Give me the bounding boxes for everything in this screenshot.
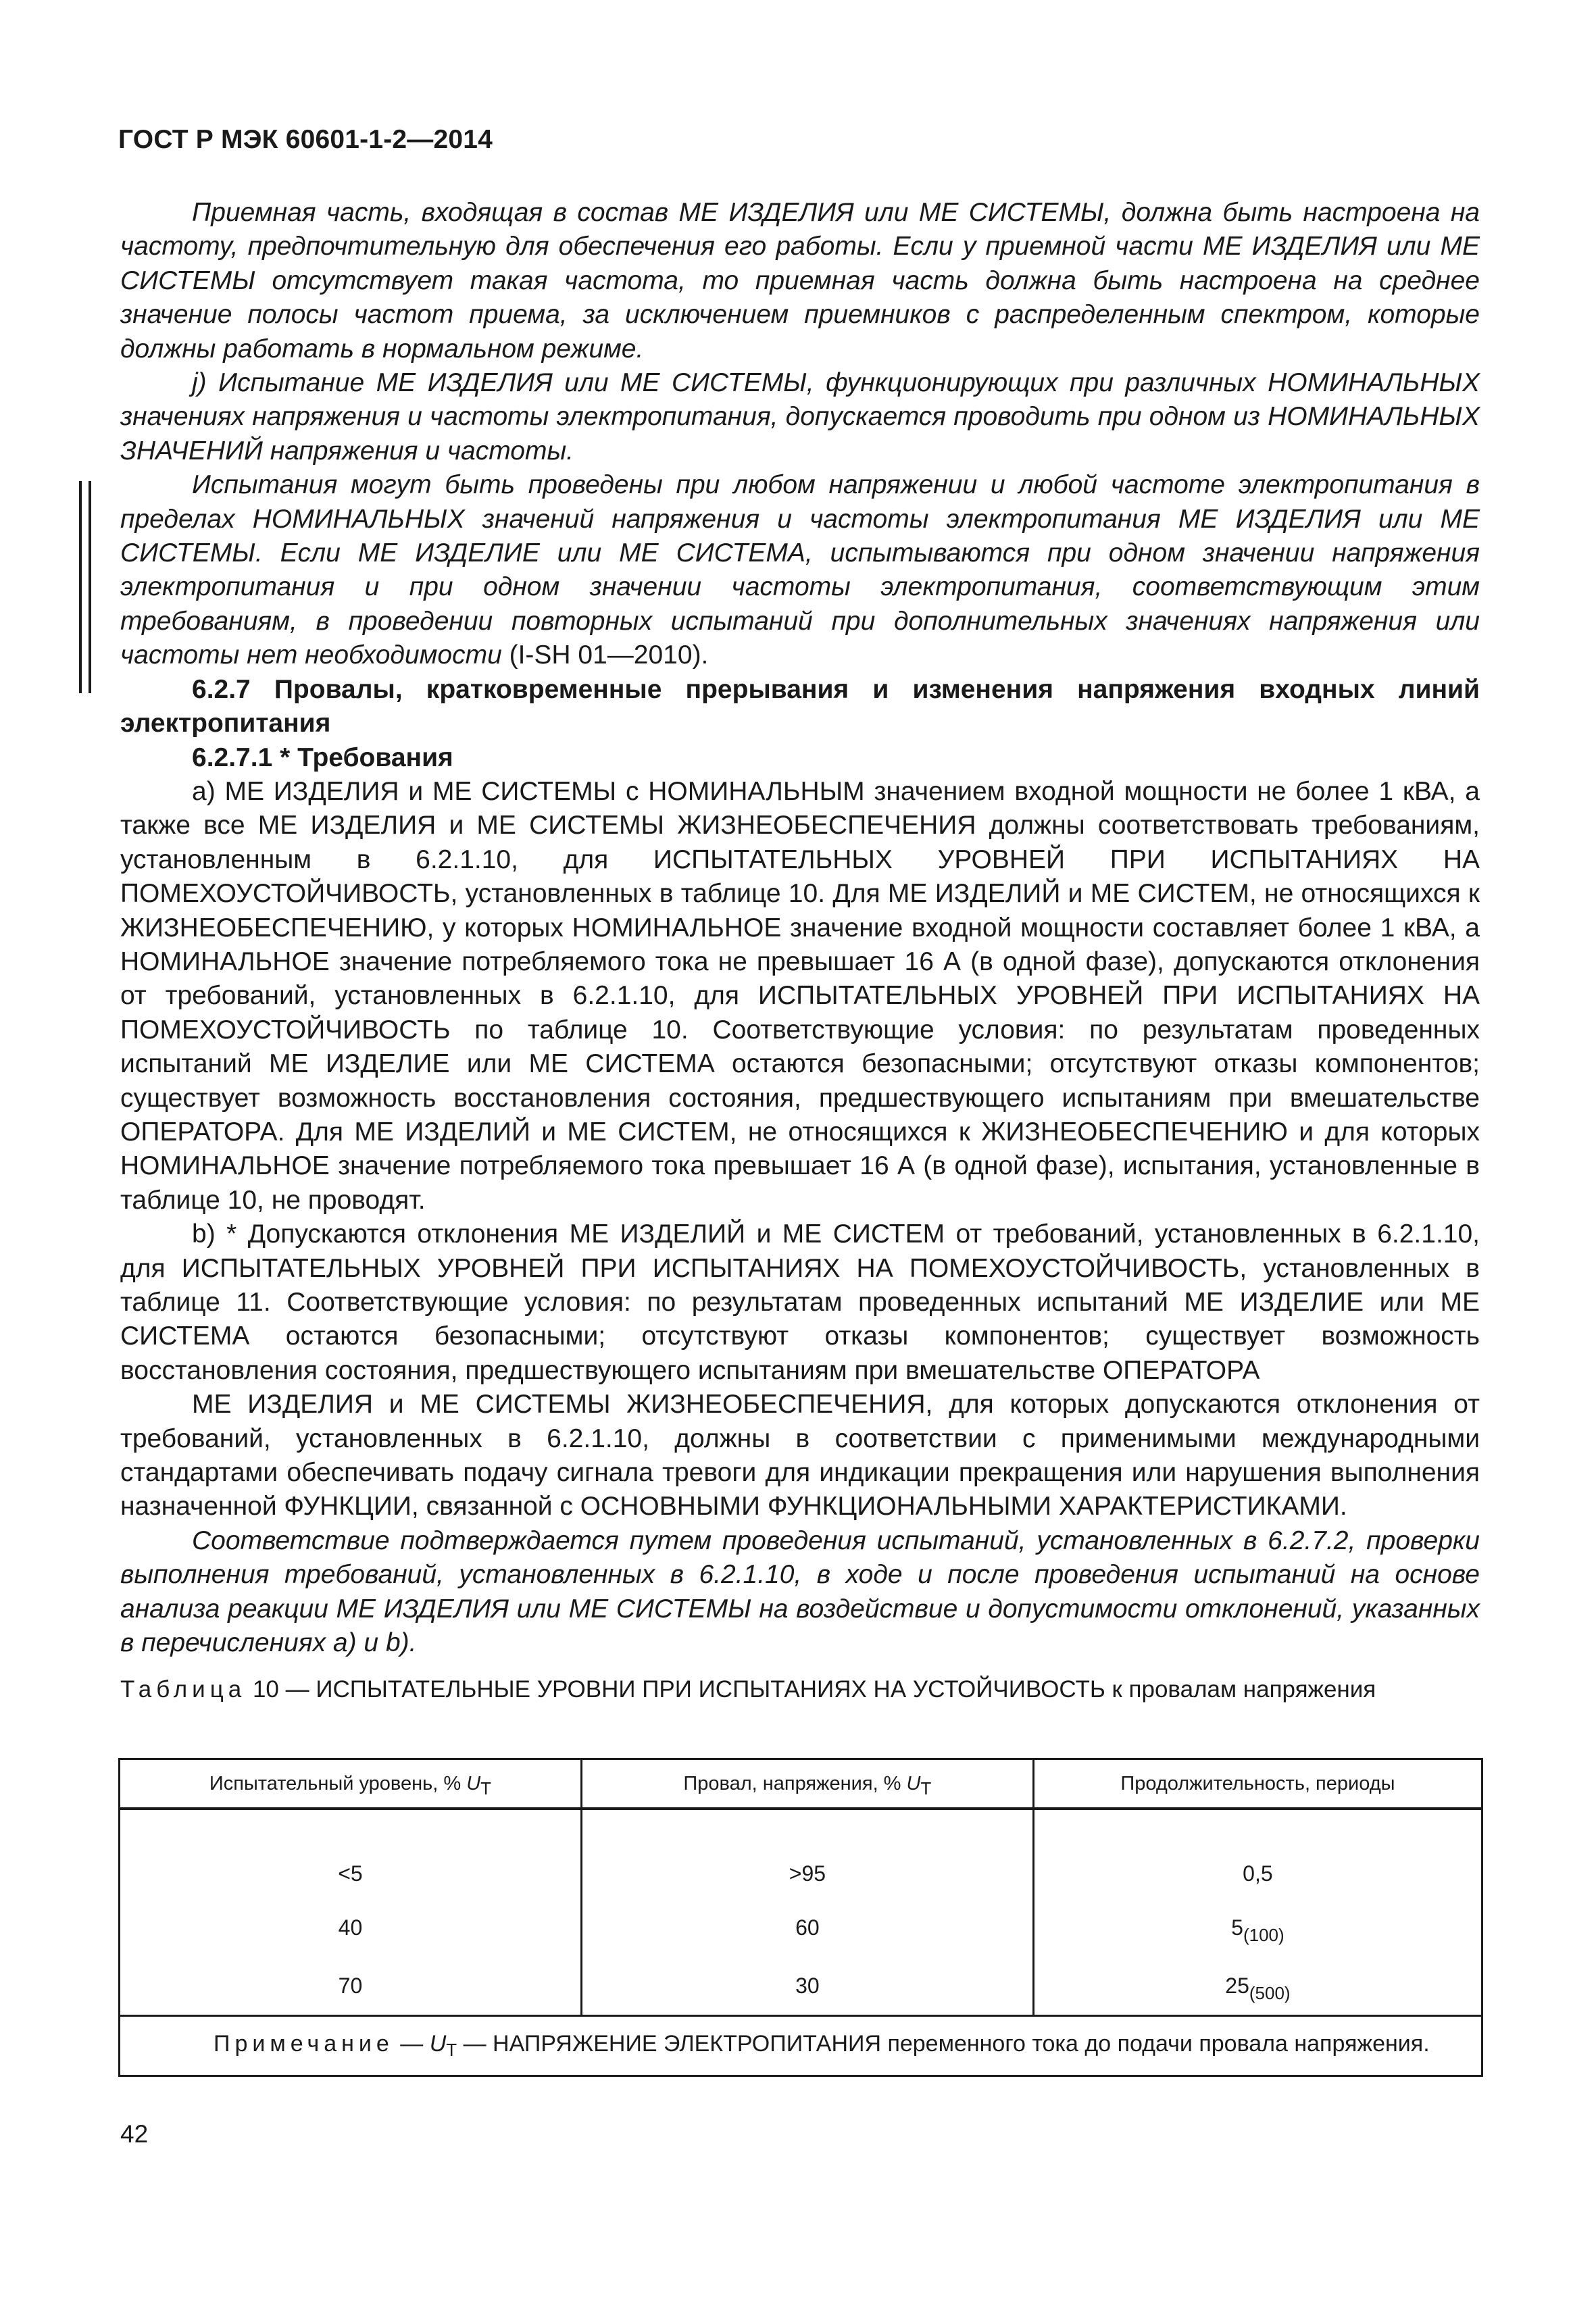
header-duration: Продолжительность, периоды [1033, 1759, 1482, 1809]
paragraph-item-j: j) Испытание МЕ ИЗДЕЛИЯ или МЕ СИСТЕМЫ, функционирующих при различных НОМИНАЛЬНЫХ значениях напряжения и частоты электропитания, допускается проводить при одном из НОМИНАЛЬНЫХ ЗНАЧЕНИЙ напряжения и частоты. [120, 368, 1480, 466]
cell-duration: $25_{(500)}$ [1033, 1957, 1482, 2016]
paragraph-item-a: а) МЕ ИЗДЕЛИЯ и МЕ СИСТЕМЫ с НОМИНАЛЬНЫМ значением входной мощности не более 1 кВА, а также все МЕ ИЗДЕЛИЯ и МЕ СИСТЕМЫ ЖИЗНЕОБЕСПЕЧЕНИЯ должны соответствовать требованиям, установленным в 6.2.1.10, для ИСПЫТАТЕЛЬНЫХ УРОВНЕЙ ПРИ ИСПЫТАНИЯХ НА ПОМЕХОУСТОЙЧИВОСТЬ, установленных в таблице 10. Для МЕ ИЗДЕЛИЙ и МЕ СИСТЕМ, не относящихся к ЖИЗНЕОБЕСПЕЧЕНИЮ, у которых НОМИНАЛЬНОЕ значение входной мощности составляет более 1 кВА, а НОМИНАЛЬНОЕ значение потребляемого тока не превышает 16 А (в одной фазе), допускаются отклонения от требований, установленных в 6.2.1.10, для ИСПЫТАТЕЛЬНЫХ УРОВНЕЙ ПРИ ИСПЫТАНИЯХ НА ПОМЕХОУСТОЙЧИВОСТЬ по таблице 10. Соответствующие условия: по результатам проведенных испытаний МЕ ИЗДЕЛИЕ или МЕ СИСТЕМА остаются безопасными; отсутствуют отказы компонентов; существует возможность восстановления состояния, предшествующего испытаниям при вмешательстве ОПЕРАТОРА. Для МЕ ИЗДЕЛИЙ и МЕ СИСТЕМ, не относящихся к ЖИЗНЕОБЕСПЕЧЕНИЮ и для которых НОМИНАЛЬНОЕ значение потребляемого тока превышает 16 А (в одной фазе), испытания, установленные в таблице 10, не проводят. [120, 776, 1480, 1215]
cell-dip: 30 [581, 1957, 1033, 2016]
table-note-row [120, 2016, 1482, 2076]
paragraph-alarm-requirement: МЕ ИЗДЕЛИЯ и МЕ СИСТЕМЫ ЖИЗНЕОБЕСПЕЧЕНИЯ, для которых допускаются отклонения от требований, установленных в 6.2.1.10, должны в соответствии с применимыми международными стандартами обеспечивать подачу сигнала тревоги для индикации прекращения или нарушения выполнения назначенной ФУНКЦИИ, связанной с ОСНОВНЫМИ ФУНКЦИОНАЛЬНЫМИ ХАРАКТЕРИСТИКАМИ. [120, 1390, 1480, 1521]
table-row [120, 1898, 1482, 1957]
paragraph-compliance: Соответствие подтверждается путем проведения испытаний, установленных в 6.2.7.2, проверки выполнения требований, установленных в 6.2.1.10, в ходе и после проведения испытаний на основе анализа реакции МЕ ИЗДЕЛИЯ или МЕ СИСТЕМЫ на воздействие и допустимости отклонений, указанных в перечислениях а) и b). [120, 1526, 1480, 1658]
cell-dip: >95 [581, 1809, 1033, 1898]
section-heading-6-2-7-1: 6.2.7.1 * Требования [192, 743, 453, 772]
change-bar [79, 481, 94, 693]
note-label: Примечание [214, 2031, 394, 2057]
paragraph-test-voltage-italic: Испытания могут быть проведены при любом напряжении и любой частоте электропитания в пределах НОМИНАЛЬНЫХ значений напряжения и частоты электропитания МЕ ИЗДЕЛИЯ или МЕ СИСТЕМЫ. Если МЕ ИЗДЕЛИЕ или МЕ СИСТЕМА, испытываются при одном значении напряжения электропитания и при одном значении частоты электропитания, соответствующим этим требованиям, в проведении повторных испытаний при дополнительных значениях напряжения или частоты нет необходимости [120, 470, 1480, 670]
paragraph-item-b: b) * Допускаются отклонения МЕ ИЗДЕЛИЙ и МЕ СИСТЕМ от требований, установленных в 6.2.1.10, для ИСПЫТАТЕЛЬНЫХ УРОВНЕЙ ПРИ ИСПЫТАНИЯХ НА ПОМЕХОУСТОЙЧИВОСТЬ, установленных в таблице 11. Соответствующие условия: по результатам проведенных испытаний МЕ ИЗДЕЛИЕ или МЕ СИСТЕМА остаются безопасными; отсутствуют отказы компонентов; существует возможность восстановления состояния, предшествующего испытаниям при вмешательстве ОПЕРАТОРА [120, 1219, 1480, 1385]
cell-duration: $5_{(100)}$ [1033, 1898, 1482, 1957]
paragraph-test-voltage-ref: (I-SH 01—2010). [501, 640, 709, 670]
header-test-level: Испытательный уровень, % UT [120, 1759, 582, 1809]
paragraph-test-voltage [120, 468, 1480, 672]
table-caption-word: Таблица [120, 1676, 247, 1703]
section-heading-6-2-7: 6.2.7 Провалы, кратковременные прерывания и изменения напряжения входных линий электропитания [120, 674, 1480, 738]
note-text: — НАПРЯЖЕНИЕ ЭЛЕКТРОПИТАНИЯ переменного тока до подачи провала напряжения. [457, 2031, 1430, 2057]
table-row [120, 1957, 1482, 2016]
table-10 [118, 1758, 1483, 2077]
document-body [120, 196, 1480, 1705]
cell-dip: 60 [581, 1898, 1033, 1957]
paragraph-receiver-tuning: Приемная часть, входящая в состав МЕ ИЗДЕЛИЯ или МЕ СИСТЕМЫ, должна быть настроена на частоту, предпочтительную для обеспечения его работы. Если у приемной части МЕ ИЗДЕЛИЯ или МЕ СИСТЕМЫ отсутствует такая частота, то приемная часть должна быть настроена на среднее значение полосы частот приема, за исключением приемников с распределенным спектром, которые должны работать в нормальном режиме. [120, 198, 1480, 363]
header-voltage-dip: Провал, напряжения, % UT [581, 1759, 1033, 1809]
cell-level: 40 [120, 1898, 582, 1957]
cell-level: <5 [120, 1809, 582, 1898]
table-caption-text: 10 — ИСПЫТАТЕЛЬНЫЕ УРОВНИ ПРИ ИСПЫТАНИЯХ НА УСТОЙЧИВОСТЬ к провалам напряжения [246, 1676, 1376, 1703]
table-row [120, 1809, 1482, 1898]
table-10-caption [120, 1675, 1480, 1705]
table-header-row [120, 1759, 1482, 1809]
cell-duration: 0,5 [1033, 1809, 1482, 1898]
cell-level: 70 [120, 1957, 582, 2016]
table-note: Примечание — $U_T$ — НАПРЯЖЕНИЕ ЭЛЕКТРОПИТАНИЯ переменного тока до подачи провала напряжения. [120, 2016, 1482, 2076]
document-header: ГОСТ Р МЭК 60601-1-2—2014 [118, 125, 493, 154]
page-number: 42 [120, 2120, 149, 2148]
